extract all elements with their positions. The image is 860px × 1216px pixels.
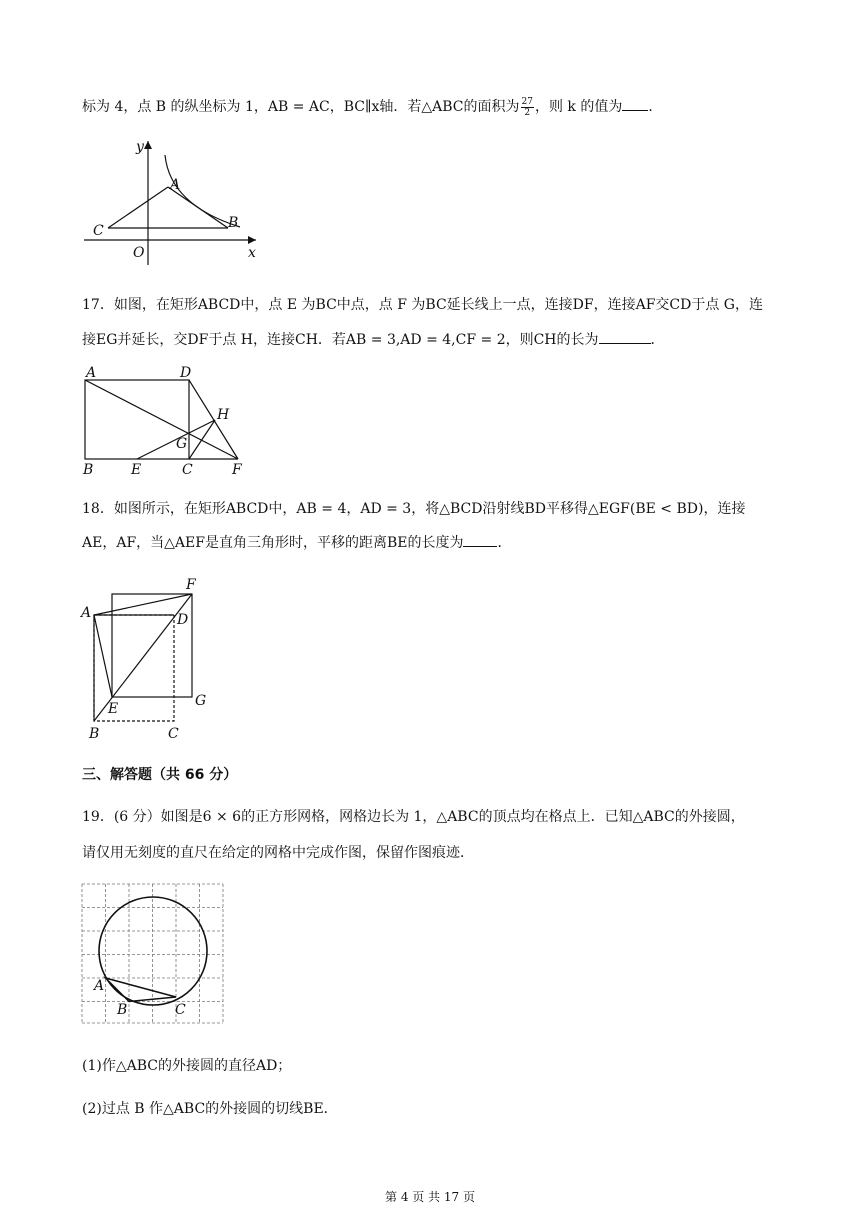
q19-part2: (2)过点 B 作△ABC的外接圆的切线BE． (82, 1101, 338, 1117)
point-b-label: B (83, 462, 94, 477)
q18-text-line1: 18．如图所示，在矩形ABCD中，AB = 4，AD = 3，将△BCD沿射线BD平移得△EGF(BE < BD)，连接 (82, 501, 746, 517)
answer-blank (622, 98, 648, 111)
point-d-label: D (180, 365, 192, 381)
q19-part1: (1)作△ABC的外接圆的直径AD； (82, 1058, 292, 1074)
x-axis-arrow (248, 236, 256, 244)
x-axis-label: x (248, 245, 256, 261)
point-e-label: E (108, 701, 119, 717)
circumcircle (99, 897, 207, 1005)
answer-blank (463, 534, 497, 547)
point-c-label: C (93, 223, 104, 239)
point-g-label: G (176, 436, 188, 452)
q18-text-part: AE，AF，当△AEF是直角三角形时，平移的距离BE的长度为 (82, 535, 464, 551)
segment-ab (168, 187, 228, 228)
q17-text-end: ． (650, 332, 665, 348)
point-b-label: B (89, 726, 100, 742)
point-c-label: C (175, 1002, 186, 1018)
segment-ae (94, 615, 112, 697)
point-e-label: E (131, 462, 142, 477)
dashed-grid (82, 884, 223, 1023)
q17-text-line2 (82, 329, 665, 349)
point-a-label: A (94, 978, 105, 994)
point-a-label: A (86, 365, 97, 381)
answer-blank (599, 331, 651, 344)
segment-ca (108, 187, 168, 228)
q18-text-end: ． (497, 535, 512, 551)
page-footer: 第 4 页 共 17 页 (385, 1190, 475, 1204)
q19-text-line2: 请仅用无刻度的直尺在给定的网格中完成作图，保留作图痕迹． (82, 845, 474, 861)
point-h-label: H (217, 407, 230, 423)
point-f-label: F (186, 577, 196, 593)
point-c-label: C (182, 462, 193, 477)
fraction-denominator: 2 (524, 107, 531, 118)
q17-text-line1: 17．如图，在矩形ABCD中，点 E 为BC中点，点 F 为BC延长线上一点，连接DF，连接AF交CD于点 G，连 (82, 297, 763, 313)
point-b-label: B (228, 215, 239, 231)
y-axis-label: y (136, 139, 144, 155)
y-axis-arrow (144, 141, 152, 149)
q16-figure (80, 135, 270, 265)
q17-text-part: 接EG并延长，交DF于点 H，连接CH．若AB = 3,AD = 4,CF = 2，则CH的长为 (82, 332, 599, 348)
fraction-numerator: 27 (521, 96, 533, 107)
point-b-label: B (117, 1002, 128, 1018)
point-g-label: G (195, 693, 207, 709)
q16-text-line (82, 96, 662, 118)
point-c-label: C (168, 726, 179, 742)
q18-figure (80, 573, 220, 743)
point-a-label: A (81, 605, 92, 621)
section-heading: 三、解答题（共 66 分） (82, 767, 238, 783)
q16-text-end: ． (648, 99, 663, 115)
q19-text-line1: 19．(6 分）如图是6 × 6的正方形网格，网格边长为 1，△ABC的顶点均在格点上．已知△ABC的外接圆， (82, 809, 745, 825)
q19-grid-figure (80, 882, 226, 1026)
rectangle-abcd (85, 380, 189, 459)
q17-figure (80, 362, 255, 477)
q18-text-line2 (82, 532, 511, 552)
q16-text-part1: 标为 4，点 B 的纵坐标为 1，AB = AC，BC∥x轴．若△ABC的面积为 (82, 99, 520, 115)
point-f-label: F (232, 462, 242, 477)
origin-label: O (133, 245, 145, 261)
area-fraction (521, 97, 534, 118)
point-d-label: D (177, 612, 189, 628)
q16-text-part2: ，则 k 的值为 (534, 99, 623, 115)
point-a-label: A (170, 177, 181, 193)
